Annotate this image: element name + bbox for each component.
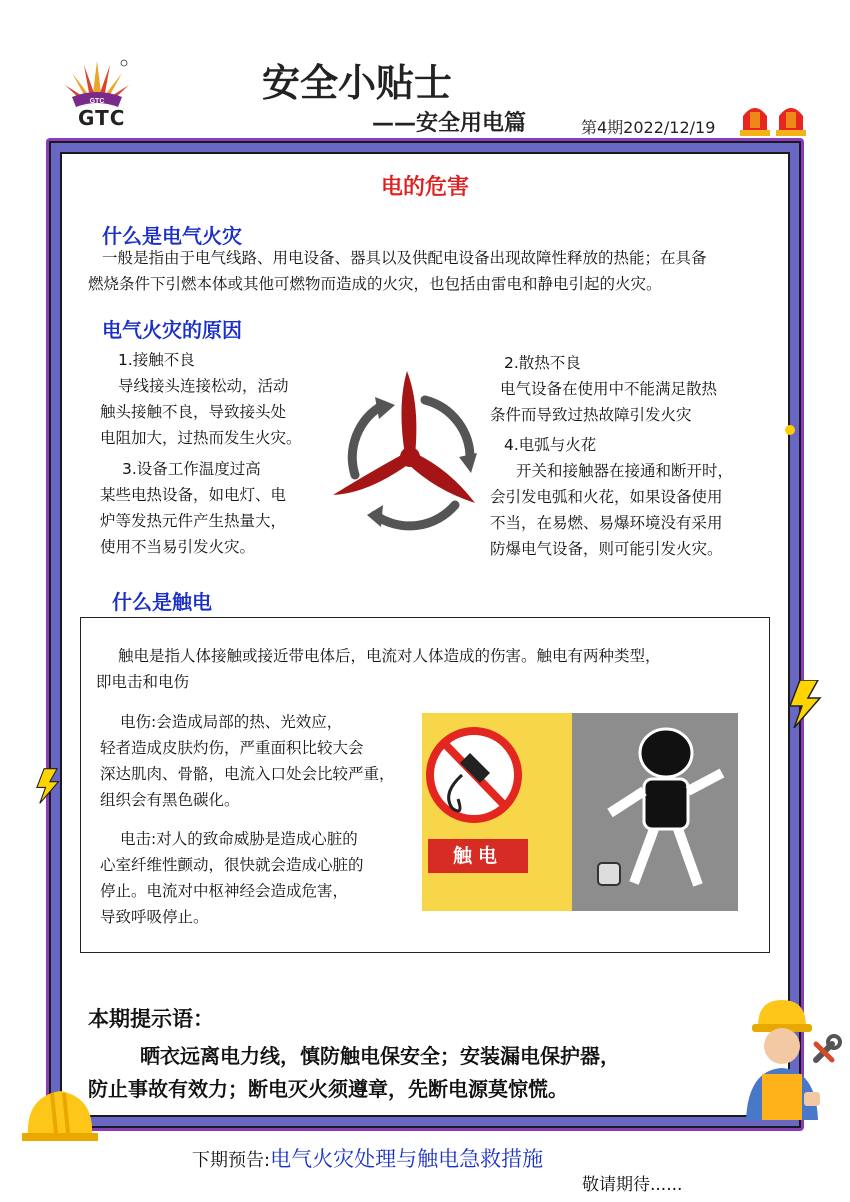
cause-1 <box>100 347 302 451</box>
text-line: 心室纤维性颤动，很快就会造成心脏的 <box>100 856 364 874</box>
text-line: 导致呼吸停止。 <box>100 908 209 926</box>
cause-title: 4.电弧与火花 <box>504 436 597 454</box>
shock-burn <box>100 709 395 813</box>
stay-tuned: 敬请期待...... <box>582 1175 683 1195</box>
causes-heading: 电气火灾的原因 <box>102 318 242 342</box>
text-line: 条件而导致过热故障引发火灾 <box>490 406 692 424</box>
shock-warning-illustration <box>422 713 738 911</box>
text-line: 电击:对人的致命威胁是造成心脏的 <box>120 830 358 848</box>
fire-heading: 什么是电气火灾 <box>102 224 242 248</box>
text-line: 一般是指由于电气线路、用电设备、器具以及供配电设备出现故障性释放的热能；在具备 <box>102 249 707 267</box>
text-line: 开关和接触器在接通和断开时， <box>516 462 734 480</box>
text-line: 会引发电弧和火花，如果设备使用 <box>490 488 723 506</box>
page-subtitle: ——安全用电篇 <box>372 111 527 136</box>
fire-definition <box>88 245 707 297</box>
cause-title: 2.散热不良 <box>504 354 581 372</box>
alarm-light-icon <box>738 98 772 136</box>
text-line: 燃烧条件下引燃本体或其他可燃物而造成的火灾，也包括由雷电和静电引起的火灾。 <box>88 275 662 293</box>
text-line: 深达肌肉、骨骼，电流入口处会比较严重， <box>100 765 395 783</box>
text-line: 触电是指人体接触或接近带电体后，电流对人体造成的伤害。触电有两种类型， <box>118 647 661 665</box>
hard-hat-icon <box>22 1083 98 1145</box>
text-line: 导线接头连接松动，活动 <box>118 377 289 395</box>
tips-line-2: 防止事故有效力；断电灭火须遵章，先断电源莫惊慌。 <box>88 1077 568 1101</box>
text-line: 不当，在易燃、易爆环境没有采用 <box>490 514 723 532</box>
page-title: 安全小贴士 <box>262 61 453 105</box>
cause-4 <box>490 432 733 562</box>
text-line: 防爆电气设备，则可能引发火灾。 <box>490 540 723 558</box>
shock-strike <box>100 826 364 930</box>
tips-heading: 本期提示语： <box>88 1007 214 1031</box>
lightning-icon <box>34 768 60 804</box>
sign-label: 触电 <box>452 845 503 867</box>
text-line: 组织会有黑色碳化。 <box>100 791 240 809</box>
text-line: 电伤:会造成局部的热、光效应， <box>120 713 343 731</box>
text-line: 触头接触不良，导致接头处 <box>100 403 287 421</box>
alarm-light-icon <box>774 98 808 136</box>
shock-warning-image <box>422 713 738 911</box>
shock-intro <box>96 643 661 695</box>
cause-3 <box>100 456 286 560</box>
text-line: 某些电热设备，如电灯、电 <box>100 486 287 504</box>
cycle-diagram <box>325 365 495 535</box>
text-line: 炉等发热元件产生热量大， <box>100 512 287 530</box>
text-line: 电气设备在使用中不能满足散热 <box>500 380 718 398</box>
svg-text:GTC: GTC <box>89 98 105 105</box>
next-issue-label: 下期预告: <box>192 1150 271 1171</box>
text-line: 停止。电流对中枢神经会造成危害， <box>100 882 349 900</box>
cause-title: 1.接触不良 <box>118 351 195 369</box>
text-line: 即电击和电伤 <box>96 673 190 691</box>
lightning-icon <box>786 680 822 728</box>
cause-2 <box>490 350 717 428</box>
section-title: 电的危害 <box>380 175 469 200</box>
next-issue-preview <box>192 1143 543 1173</box>
tips-line-1: 晒衣远离电力线，慎防触电保安全；安装漏电保护器， <box>140 1044 620 1068</box>
shock-heading: 什么是触电 <box>112 590 212 614</box>
text-line: 电阻加大，过热而发生火灾。 <box>100 429 302 447</box>
text-line: 轻者造成皮肤灼伤，严重面积比较大会 <box>100 739 364 757</box>
text-line: 使用不当易引发火灾。 <box>100 538 256 556</box>
logo-text: GTC <box>78 106 126 130</box>
issue-date: 第4期2022/12/19 <box>581 118 716 137</box>
next-issue-title: 电气火灾处理与触电急救措施 <box>270 1147 544 1171</box>
decor-dot <box>785 425 795 435</box>
cause-title: 3.设备工作温度过高 <box>122 460 261 478</box>
worker-icon <box>742 996 842 1120</box>
